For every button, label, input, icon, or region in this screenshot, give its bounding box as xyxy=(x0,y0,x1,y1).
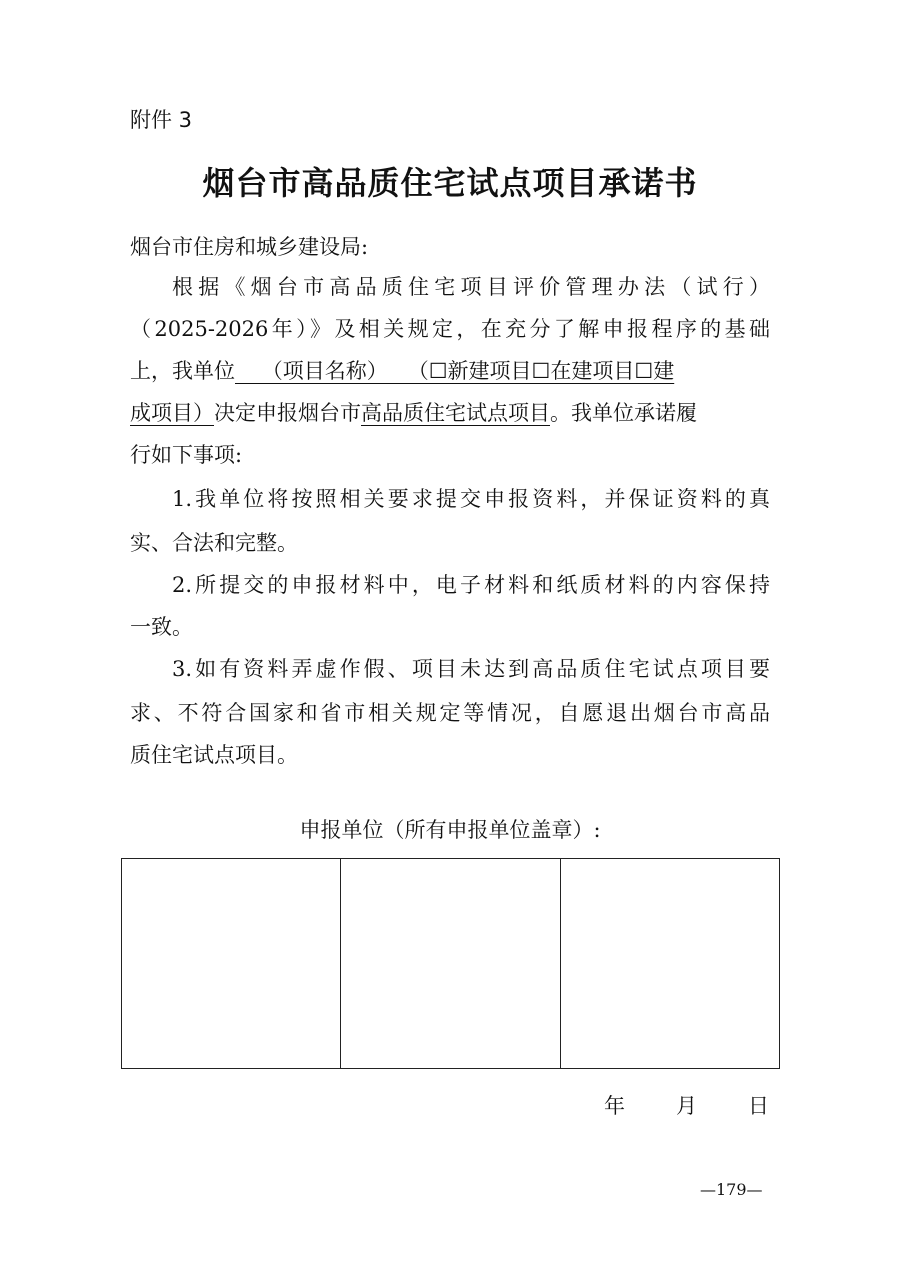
item-1-line-2: 实、合法和完整。 xyxy=(130,531,298,555)
project-type-blank: 成项目） xyxy=(130,401,214,425)
pilot-project-underline: 高品质住宅试点项目 xyxy=(361,401,550,425)
intro-text: 上，我单位 xyxy=(130,359,235,383)
intro-line-4 xyxy=(130,398,770,428)
item-3-line-1: 3.如有资料弄虚作假、项目未达到高品质住宅试点项目要 xyxy=(172,657,770,681)
date-year: 年 xyxy=(604,1094,625,1118)
intro-line-1: 根据《烟台市高品质住宅项目评价管理办法（试行） xyxy=(172,275,770,299)
item-2-line-1: 2.所提交的申报材料中，电子材料和纸质材料的内容保持 xyxy=(172,573,770,597)
date-month: 月 xyxy=(676,1094,697,1118)
page-number: —179— xyxy=(700,1180,763,1199)
item-3-line-3: 质住宅试点项目。 xyxy=(130,743,298,767)
item-2-line-2: 一致。 xyxy=(130,615,193,639)
seal-table xyxy=(121,858,780,1069)
intro-line-5: 行如下事项: xyxy=(130,443,243,467)
project-name-blank: （项目名称） （☐新建项目☐在建项目☐建 xyxy=(235,359,675,383)
seal-box[interactable] xyxy=(341,859,560,1068)
seal-box[interactable] xyxy=(561,859,779,1068)
intro-line-2: （2025-2026年）》及相关规定，在充分了解申报程序的基础 xyxy=(130,317,770,341)
signature-label: 申报单位（所有申报单位盖章）: xyxy=(299,818,601,842)
seal-box[interactable] xyxy=(122,859,341,1068)
intro-line-3 xyxy=(130,356,770,386)
addressee: 烟台市住房和城乡建设局: xyxy=(130,235,369,259)
intro-text: 决定申报烟台市 xyxy=(214,401,361,425)
page-title: 烟台市高品质住宅试点项目承诺书 xyxy=(202,164,698,202)
item-3-line-2: 求、不符合国家和省市相关规定等情况，自愿退出烟台市高品 xyxy=(130,701,770,725)
attachment-label: 附件 3 xyxy=(130,108,193,132)
item-1-line-1: 1.我单位将按照相关要求提交申报资料，并保证资料的真 xyxy=(172,487,770,511)
date-day: 日 xyxy=(748,1094,769,1118)
intro-text: 。我单位承诺履 xyxy=(550,401,697,425)
